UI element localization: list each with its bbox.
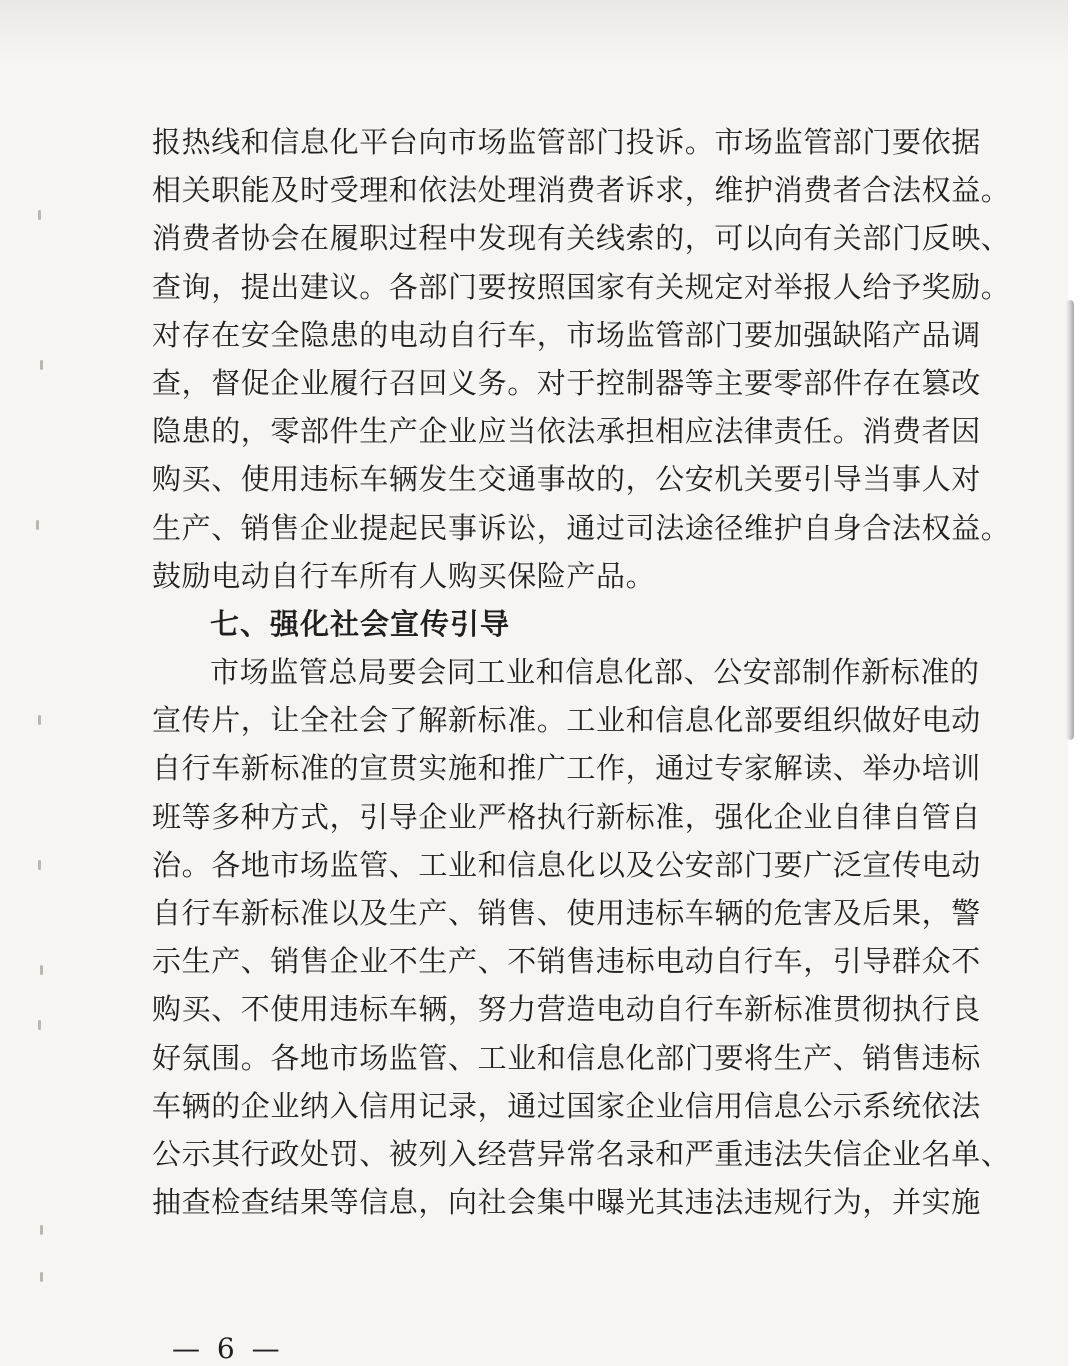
scan-speck <box>40 965 43 975</box>
section-line: 示生产、销售企业不生产、不销售违标电动自行车，引导群众不 <box>152 944 981 979</box>
document-body <box>152 118 1011 1226</box>
body-line: 鼓励电动自行车所有人购买保险产品。 <box>152 558 656 593</box>
section-line: 购买、不使用违标车辆，努力营造电动自行车新标准贯彻执行良 <box>152 992 981 1027</box>
section-line: 市场监管总局要会同工业和信息化部、公安部制作新标准的 <box>210 655 980 690</box>
scan-speck <box>38 860 41 870</box>
scan-speck <box>36 520 39 530</box>
section-line: 自行车新标准的宣贯实施和推广工作，通过专家解读、举办培训 <box>152 751 981 786</box>
body-line: 购买、使用违标车辆发生交通事故的，公安机关要引导当事人对 <box>152 462 981 497</box>
body-line: 隐患的，零部件生产企业应当依法承担相应法律责任。消费者因 <box>152 414 981 449</box>
section-line: 自行车新标准以及生产、销售、使用违标车辆的危害及后果，警 <box>152 896 981 930</box>
section-line: 治。各地市场监管、工业和信息化以及公安部门要广泛宣传电动 <box>152 847 981 882</box>
body-line: 相关职能及时受理和依法处理消费者诉求，维护消费者合法权益。 <box>152 173 1011 208</box>
body-line: 查，督促企业履行召回义务。对于控制器等主要零部件存在篡改 <box>152 365 981 400</box>
body-line: 消费者协会在履职过程中发现有关线索的，可以向有关部门反映、 <box>152 221 1011 256</box>
section-line: 班等多种方式，引导企业严格执行新标准，强化企业自律自管自 <box>152 799 981 834</box>
scan-speck <box>40 1272 43 1282</box>
section-line: 车辆的企业纳入信用记录，通过国家企业信用信息公示系统依法 <box>152 1088 981 1123</box>
section-line: 宣传片，让全社会了解新标准。工业和信息化部要组织做好电动 <box>152 703 981 738</box>
section-line: 抽查检查结果等信息，向社会集中曝光其违法违规行为，并实施 <box>152 1185 981 1220</box>
page-number: — 6 — <box>172 1332 284 1365</box>
scan-speck <box>40 360 43 370</box>
body-line: 对存在安全隐患的电动自行车，市场监管部门要加强缺陷产品调 <box>152 317 981 352</box>
body-line: 查询，提出建议。各部门要按照国家有关规定对举报人给予奖励。 <box>152 269 1011 304</box>
scan-speck <box>38 210 41 220</box>
body-line: 生产、销售企业提起民事诉讼，通过司法途径维护自身合法权益。 <box>152 510 1011 545</box>
body-line: 报热线和信息化平台向市场监管部门投诉。市场监管部门要依据 <box>152 125 981 159</box>
scan-speck <box>38 715 41 725</box>
scan-speck <box>40 1225 43 1235</box>
section-heading: 七、强化社会宣传引导 <box>210 606 511 641</box>
section-line: 公示其行政处罚、被列入经营异常名录和严重违法失信企业名单、 <box>152 1136 1011 1171</box>
page-top-shade <box>0 0 1068 60</box>
section-line: 好氛围。各地市场监管、工业和信息化部门要将生产、销售违标 <box>152 1040 981 1075</box>
page-edge-shadow <box>1066 300 1074 740</box>
scan-speck <box>38 1020 41 1030</box>
